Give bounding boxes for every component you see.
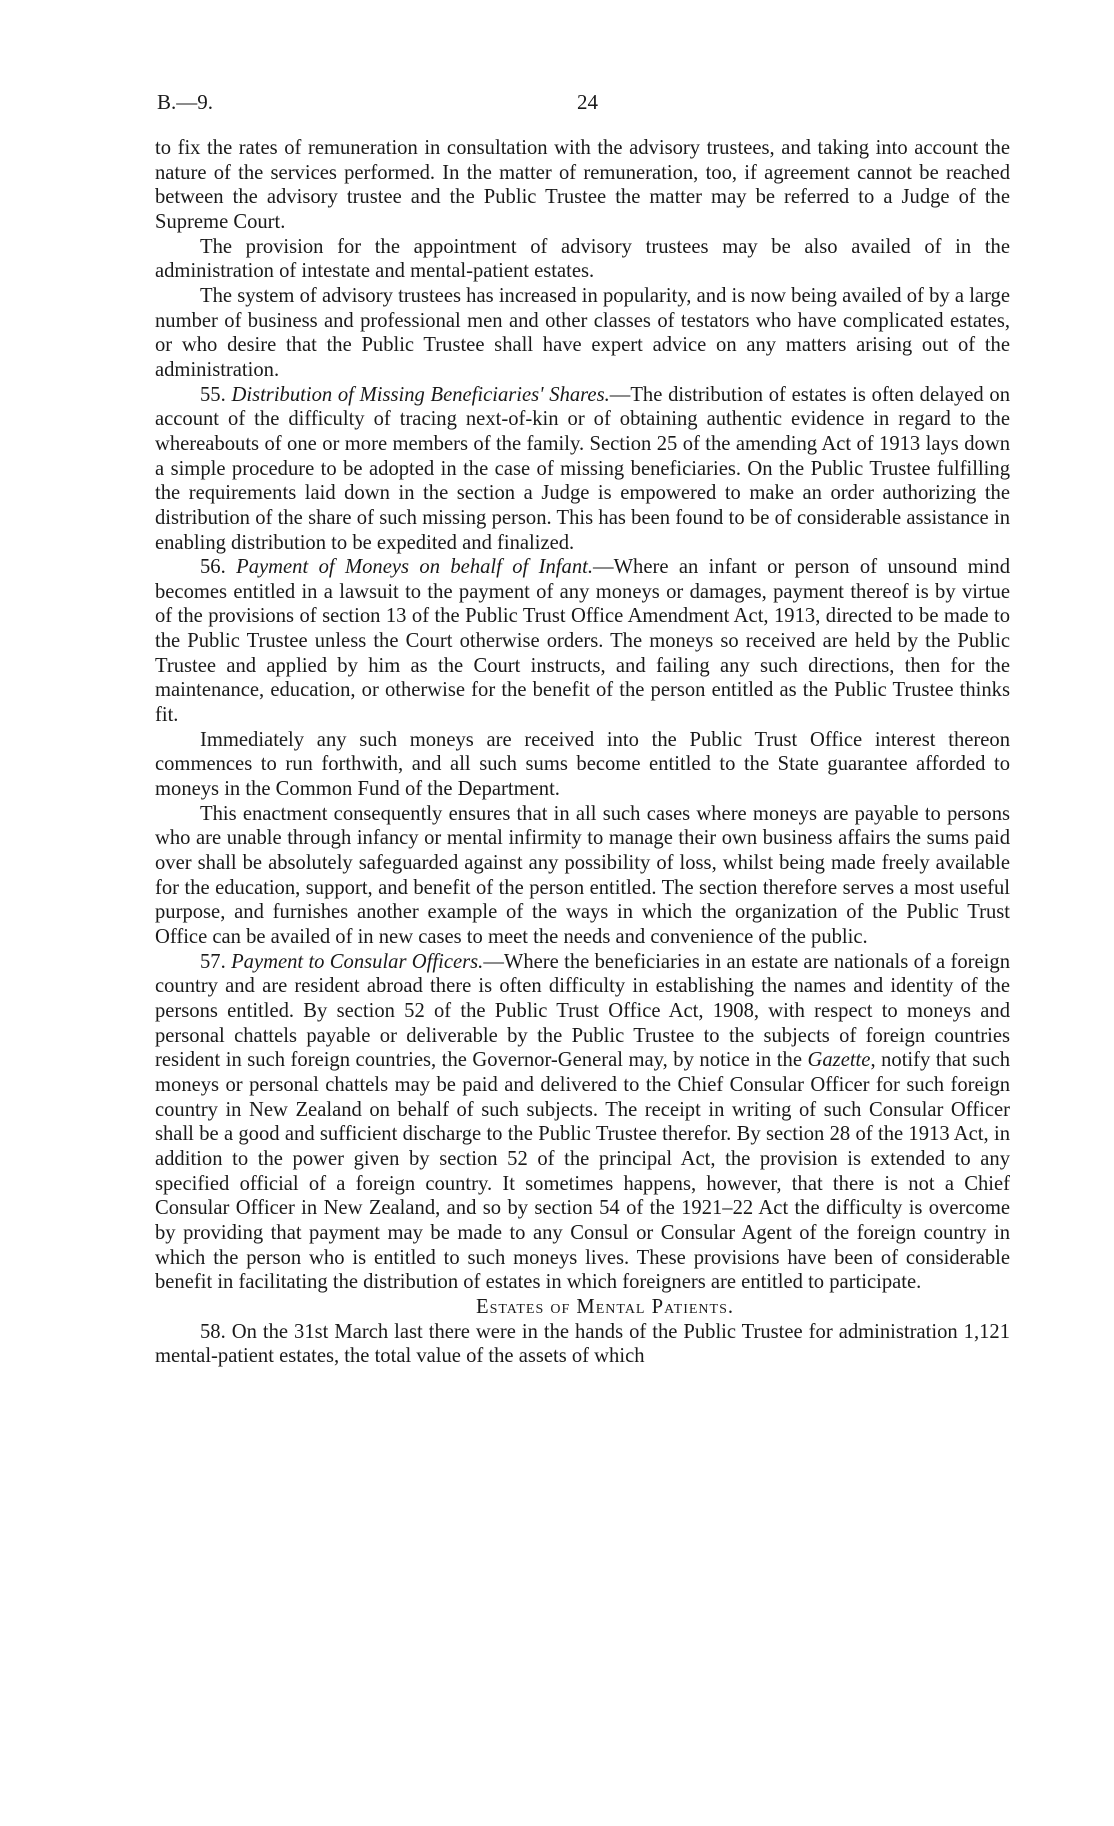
section-55-missing-beneficiaries bbox=[155, 383, 1010, 556]
page-number: 24 bbox=[577, 90, 598, 114]
section-57-text-b: , notify that such moneys or personal chattels may be paid and delivered to the Chief Consular Officer for such foreign country in New Zealand on behalf of such subjects. The receipt in writing of such Consular Officer shall be a good and sufficient discharge to the Public Trustee therefor. By section 28 of the 1913 Act, in addition to the power given by section 52 of the principal Act, the provision is extended to any specified official of a foreign country. It sometimes happens, however, that there is not a Chief Consular Officer in New Zealand, and so by section 54 of the 1921–22 Act the difficulty is overcome by providing that payment may be made to any Consul or Consular Agent of the foreign country in which the person who is entitled to such moneys lives. These provisions have been of considerable benefit in facilitating the distribution of estates in which foreigners are entitled to participate. bbox=[155, 1049, 1011, 1294]
gazette-reference: Gazette bbox=[807, 1049, 871, 1072]
heading-mental-patients: Estates of Mental Patients. bbox=[475, 1295, 735, 1318]
page-header bbox=[157, 90, 1007, 114]
paragraph-state-guarantee: Immediately any such moneys are received into the Public Trust Office interest thereon commences to run forthwith, and all such sums become entitled to the State guarantee afforded to moneys in the Common Fund of the Department. bbox=[155, 728, 1010, 801]
section-55-number: 55. bbox=[200, 383, 226, 406]
section-56-number: 56. bbox=[200, 556, 226, 579]
paragraph-intro: to fix the rates of remuneration in consultation with the advisory trustees, and taking into account the nature of the services performed. In the matter of remuneration, too, if agreement cannot be reached between the advisory trustee and the Public Trustee the matter may be referred to a Judge of the Supreme Court. bbox=[155, 137, 1010, 233]
section-56-infant-payments bbox=[155, 555, 1010, 728]
section-57-title: Payment to Consular Officers. bbox=[231, 950, 484, 973]
document-reference: B.—9. bbox=[157, 90, 214, 114]
section-58-mental-patient-estates: 58. On the 31st March last there were in the hands of the Public Trustee for administration 1,121 mental-patient estates, the total value of the assets of which bbox=[155, 1320, 1010, 1368]
section-57-number: 57. bbox=[200, 950, 226, 973]
section-55-title: Distribution of Missing Beneficiaries' Shares. bbox=[231, 383, 610, 406]
paragraph-advisory-popularity: The system of advisory trustees has increased in popularity, and is now being availed of by a large number of business and professional men and other classes of testators who have complicated estates, or who desire that the Public Trustee shall have expert advice on any matters arising out of the administration. bbox=[155, 284, 1010, 381]
paragraph-advisory-intestate: The provision for the appointment of advisory trustees may be also availed of in the administration of intestate and mental-patient estates. bbox=[155, 235, 1010, 283]
section-57-consular-officers bbox=[155, 950, 1010, 1295]
section-56-text: —Where an infant or person of unsound mind becomes entitled in a lawsuit to the payment of any moneys or damages, payment thereof is by virtue of the provisions of section 13 of the Public Trust Office Amendment Act, 1913, directed to be made to the Public Trustee unless the Court otherwise orders. The moneys so received are held by the Public Trustee and applied by him as the Court instructs, and failing any such directions, then for the maintenance, education, or otherwise for the benefit of the person entitled as the Public Trustee thinks fit. bbox=[155, 556, 1010, 727]
section-55-text: —The distribution of estates is often delayed on account of the difficulty of tracing next-of-kin or of obtaining authentic evidence in regard to the whereabouts of one or more members of the family. Section 25 of the amending Act of 1913 lays down a simple procedure to be adopted in the case of missing beneficiaries. On the Public Trustee fulfilling the requirements laid down in the section a Judge is empowered to make an order authorizing the distribution of the share of such missing person. This has been found to be of considerable assistance in enabling distribution to be expedited and finalized. bbox=[155, 383, 1011, 554]
paragraph-enactment-safeguards: This enactment consequently ensures that in all such cases where moneys are payable to persons who are unable through infancy or mental infirmity to manage their own business affairs the sums paid over shall be absolutely safeguarded against any possibility of loss, whilst being made freely available for the education, support, and benefit of the person entitled. The section therefore serves a most useful purpose, and furnishes another example of the ways in which the organization of the Public Trust Office can be availed of in new cases to meet the needs and convenience of the public. bbox=[155, 802, 1010, 948]
section-56-title: Payment of Moneys on behalf of Infant. bbox=[236, 556, 593, 579]
document-body bbox=[155, 136, 1010, 1369]
section-57-text-a: —Where the beneficiaries in an estate are nationals of a foreign country and are resident abroad there is often difficulty in establishing the names and identity of the persons entitled. By section 52 of the Public Trust Office Act, 1908, with respect to moneys and personal chattels payable or deliverable by the Public Trustee to the subjects of foreign countries resident in such foreign countries, the Governor-General may, by notice in the bbox=[155, 950, 1010, 1072]
